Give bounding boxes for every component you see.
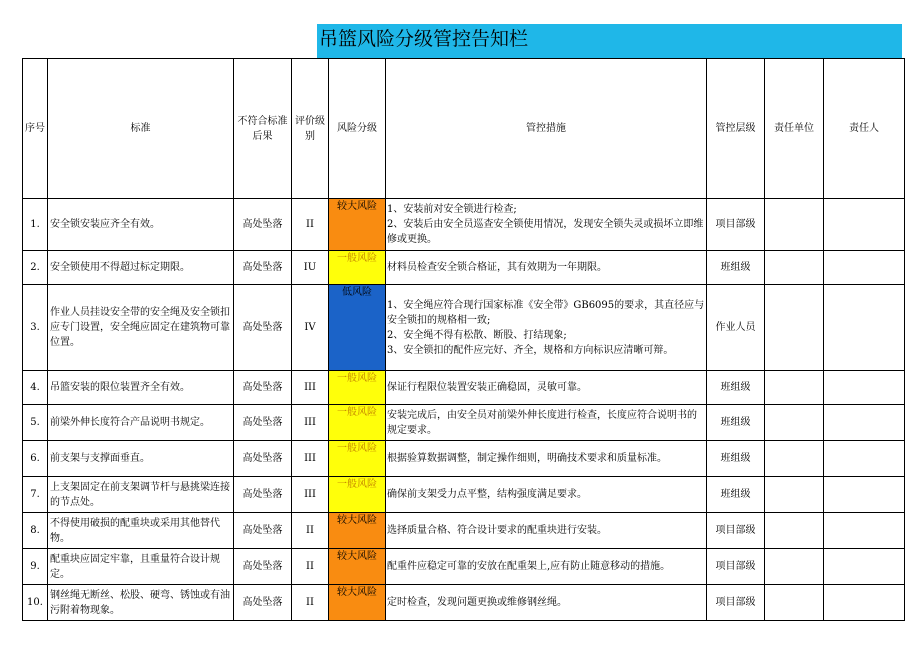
standard-cell: 上支架固定在前支架调节杆与悬挑梁连接的节点处。 bbox=[48, 477, 234, 513]
measure-cell bbox=[386, 251, 707, 285]
grade-cell: III bbox=[292, 371, 329, 405]
row-number: 2. bbox=[23, 251, 48, 285]
standard-cell: 不得使用破损的配重块或采用其他替代物。 bbox=[48, 513, 234, 549]
standard-cell: 前梁外伸长度符合产品说明书规定。 bbox=[48, 405, 234, 441]
responsible-unit-cell bbox=[765, 441, 824, 477]
measure-cell bbox=[386, 371, 707, 405]
responsible-person-cell bbox=[824, 513, 905, 549]
risk-level-badge: 一般风险 bbox=[329, 251, 386, 285]
control-level-cell: 班组级 bbox=[707, 251, 765, 285]
control-level-cell: 作业人员 bbox=[707, 285, 765, 371]
hazard-cell: 高处坠落 bbox=[234, 441, 292, 477]
table-row bbox=[23, 371, 905, 405]
control-level-cell: 项目部级 bbox=[707, 513, 765, 549]
hazard-cell: 高处坠落 bbox=[234, 371, 292, 405]
table-row bbox=[23, 585, 905, 621]
standard-cell: 配重块应固定牢靠，且重量符合设计规定。 bbox=[48, 549, 234, 585]
responsible-unit-cell bbox=[765, 285, 824, 371]
responsible-person-cell bbox=[824, 441, 905, 477]
responsible-unit-cell bbox=[765, 549, 824, 585]
measure-line: 1、安全绳应符合现行国家标准《安全带》GB6095的要求，其直径应与安全锁扣的规格相一致; bbox=[387, 299, 705, 326]
grade-cell: IV bbox=[292, 285, 329, 371]
grade-cell: III bbox=[292, 477, 329, 513]
standard-cell: 吊篮安装的限位装置齐全有效。 bbox=[48, 371, 234, 405]
hazard-cell: 高处坠落 bbox=[234, 513, 292, 549]
responsible-unit-cell bbox=[765, 513, 824, 549]
hazard-cell: 高处坠落 bbox=[234, 585, 292, 621]
measure-cell bbox=[386, 513, 707, 549]
hazard-cell: 高处坠落 bbox=[234, 199, 292, 251]
risk-level-badge: 一般风险 bbox=[329, 441, 386, 477]
responsible-person-cell bbox=[824, 199, 905, 251]
hazard-cell: 高处坠落 bbox=[234, 285, 292, 371]
measure-line: 确保前支架受力点平整，结构强度满足要求。 bbox=[387, 489, 587, 500]
hazard-cell: 高处坠落 bbox=[234, 405, 292, 441]
control-level-cell: 班组级 bbox=[707, 477, 765, 513]
row-number: 3. bbox=[23, 285, 48, 371]
row-number: 5. bbox=[23, 405, 48, 441]
table-row bbox=[23, 441, 905, 477]
risk-level-badge: 一般风险 bbox=[329, 477, 386, 513]
responsible-unit-cell bbox=[765, 477, 824, 513]
risk-table bbox=[22, 58, 905, 621]
measure-line: 安装完成后，由安全员对前梁外伸长度进行检查，长度应符合说明书的规定要求。 bbox=[387, 409, 697, 436]
responsible-person-cell bbox=[824, 371, 905, 405]
hazard-cell: 高处坠落 bbox=[234, 549, 292, 585]
control-level-cell: 班组级 bbox=[707, 441, 765, 477]
row-number: 4. bbox=[23, 371, 48, 405]
responsible-person-cell bbox=[824, 549, 905, 585]
responsible-unit-cell bbox=[765, 251, 824, 285]
page-title: 吊篮风险分级管控告知栏 bbox=[317, 24, 902, 58]
hazard-cell: 高处坠落 bbox=[234, 251, 292, 285]
responsible-unit-cell bbox=[765, 371, 824, 405]
measure-cell bbox=[386, 549, 707, 585]
measure-cell bbox=[386, 285, 707, 371]
table-row bbox=[23, 477, 905, 513]
responsible-person-cell bbox=[824, 405, 905, 441]
measure-cell bbox=[386, 441, 707, 477]
header-grade: 评价级别 bbox=[292, 59, 329, 199]
responsible-person-cell bbox=[824, 251, 905, 285]
measure-cell bbox=[386, 477, 707, 513]
grade-cell: II bbox=[292, 199, 329, 251]
risk-level-badge: 较大风险 bbox=[329, 513, 386, 549]
control-level-cell: 项目部级 bbox=[707, 549, 765, 585]
measure-line: 1、安装前对安全锁进行检查; bbox=[387, 204, 517, 215]
grade-cell: IU bbox=[292, 251, 329, 285]
table-row bbox=[23, 251, 905, 285]
header-seq: 序号 bbox=[23, 59, 48, 199]
grade-cell: II bbox=[292, 549, 329, 585]
measure-line: 保证行程限位装置安装正确稳固，灵敏可靠。 bbox=[387, 382, 587, 393]
measure-cell bbox=[386, 405, 707, 441]
table-row bbox=[23, 549, 905, 585]
control-level-cell: 项目部级 bbox=[707, 199, 765, 251]
row-number: 8. bbox=[23, 513, 48, 549]
responsible-person-cell bbox=[824, 477, 905, 513]
standard-cell: 安全锁使用不得超过标定期限。 bbox=[48, 251, 234, 285]
risk-level-badge: 较大风险 bbox=[329, 199, 386, 251]
responsible-unit-cell bbox=[765, 405, 824, 441]
measure-line: 配重件应稳定可靠的安放在配重架上,应有防止随意移动的措施。 bbox=[387, 561, 671, 572]
risk-level-badge: 一般风险 bbox=[329, 405, 386, 441]
control-level-cell: 班组级 bbox=[707, 371, 765, 405]
risk-level-badge: 较大风险 bbox=[329, 585, 386, 621]
control-level-cell: 项目部级 bbox=[707, 585, 765, 621]
risk-level-badge: 低风险 bbox=[329, 285, 386, 371]
grade-cell: II bbox=[292, 513, 329, 549]
header-hazard: 不符合标准后果 bbox=[234, 59, 292, 199]
row-number: 9. bbox=[23, 549, 48, 585]
responsible-unit-cell bbox=[765, 199, 824, 251]
row-number: 10. bbox=[23, 585, 48, 621]
grade-cell: II bbox=[292, 585, 329, 621]
risk-level-badge: 较大风险 bbox=[329, 549, 386, 585]
measure-cell bbox=[386, 199, 707, 251]
measure-line: 2、安全绳不得有松散、断股、打结现象; bbox=[387, 329, 567, 341]
header-unit: 责任单位 bbox=[765, 59, 824, 199]
table-row bbox=[23, 199, 905, 251]
table-row bbox=[23, 285, 905, 371]
grade-cell: III bbox=[292, 405, 329, 441]
header-person: 责任人 bbox=[824, 59, 905, 199]
measure-line: 根据验算数据调整，制定操作细则，明确技术要求和质量标准。 bbox=[387, 453, 667, 464]
control-level-cell: 班组级 bbox=[707, 405, 765, 441]
header-risk: 风险分级 bbox=[329, 59, 386, 199]
measure-cell bbox=[386, 585, 707, 621]
table-row bbox=[23, 513, 905, 549]
row-number: 7. bbox=[23, 477, 48, 513]
row-number: 1. bbox=[23, 199, 48, 251]
measure-line: 3、安全锁扣的配件应完好、齐全，规格和方向标识应清晰可辩。 bbox=[387, 344, 674, 356]
hazard-cell: 高处坠落 bbox=[234, 477, 292, 513]
responsible-unit-cell bbox=[765, 585, 824, 621]
responsible-person-cell bbox=[824, 285, 905, 371]
measure-line: 材料员检查安全锁合格证，其有效期为一年期限。 bbox=[387, 262, 607, 273]
standard-cell: 安全锁安装应齐全有效。 bbox=[48, 199, 234, 251]
header-standard: 标准 bbox=[48, 59, 234, 199]
table-row bbox=[23, 405, 905, 441]
standard-cell: 钢丝绳无断丝、松股、硬弯、锈蚀或有油污附着物现象。 bbox=[48, 585, 234, 621]
standard-cell: 前支架与支撑面垂直。 bbox=[48, 441, 234, 477]
row-number: 6. bbox=[23, 441, 48, 477]
grade-cell: III bbox=[292, 441, 329, 477]
responsible-person-cell bbox=[824, 585, 905, 621]
measure-line: 2、安装后由安全员巡查安全锁使用情况，发现安全锁失灵或损坏立即维修或更换。 bbox=[387, 219, 704, 245]
measure-line: 选择质量合格、符合设计要求的配重块进行安装。 bbox=[387, 525, 607, 536]
measure-line: 定时检查，发现问题更换或维修钢丝绳。 bbox=[387, 597, 567, 608]
standard-cell: 作业人员挂设安全带的安全绳及安全锁扣应专门设置，安全绳应固定在建筑物可靠位置。 bbox=[48, 285, 234, 371]
header-measure: 管控措施 bbox=[386, 59, 707, 199]
risk-level-badge: 一般风险 bbox=[329, 371, 386, 405]
header-level: 管控层级 bbox=[707, 59, 765, 199]
header-row bbox=[23, 59, 905, 199]
